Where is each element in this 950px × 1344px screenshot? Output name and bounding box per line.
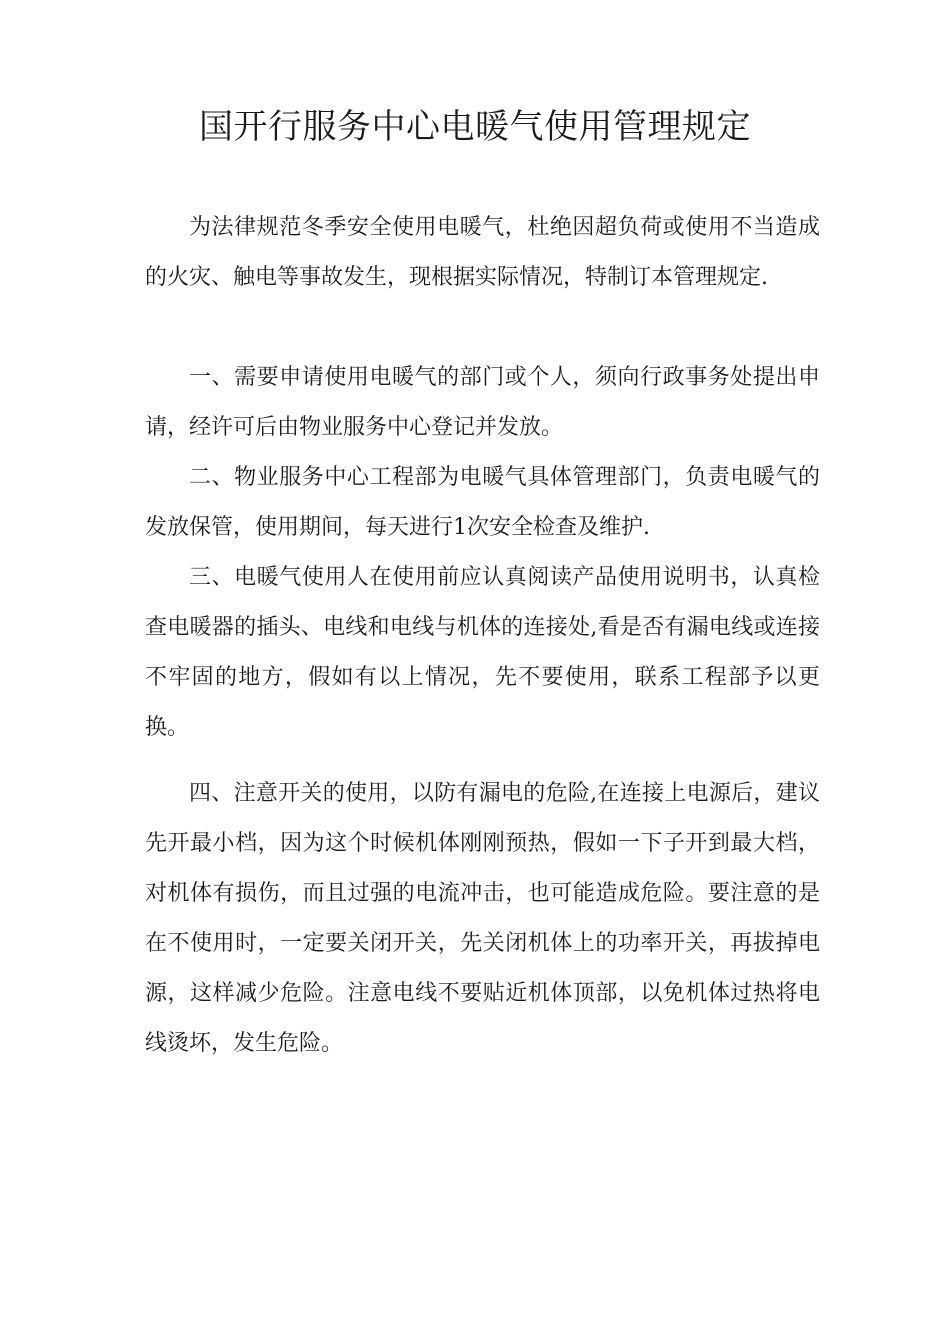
rule-item-3-text: 三、电暖气使用人在使用前应认真阅读产品使用说明书，认真检查电暖器的插头、电线和电线与机体的连接处,看是否有漏电线或连接不牢固的地方，假如有以上情况，先不要使用，联系工程部予以更换。 <box>145 565 820 740</box>
intro-text: 为法律规范冬季安全使用电暖气，杜绝因超负荷或使用不当造成的火灾、触电等事故发生，现根据实际情况，特制订本管理规定. <box>145 215 820 290</box>
rule-item-3 <box>145 553 820 753</box>
rule-item-1 <box>145 353 820 453</box>
rule-item-4 <box>145 769 820 1069</box>
rule-item-4-text: 四、注意开关的使用，以防有漏电的危险,在连接上电源后，建议先开最小档，因为这个时候机体刚刚预热，假如一下子开到最大档，对机体有损伤，而且过强的电流冲击，也可能造成危险。要注意的是在不使用时，一定要关闭开关，先关闭机体上的功率开关，再拔掉电源，这样减少危险。注意电线不要贴近机体顶部，以免机体过热将电线烫坏，发生危险。 <box>145 781 820 1056</box>
intro-paragraph <box>145 203 820 303</box>
rule-item-1-text: 一、需要申请使用电暖气的部门或个人，须向行政事务处提出申请，经许可后由物业服务中心登记并发放。 <box>145 365 820 440</box>
rule-item-2 <box>145 453 820 553</box>
document-title: 国开行服务中心电暖气使用管理规定 <box>199 107 751 147</box>
rule-item-2-text: 二、物业服务中心工程部为电暖气具体管理部门，负责电暖气的发放保管，使用期间，每天进行1次安全检查及维护. <box>145 465 820 540</box>
